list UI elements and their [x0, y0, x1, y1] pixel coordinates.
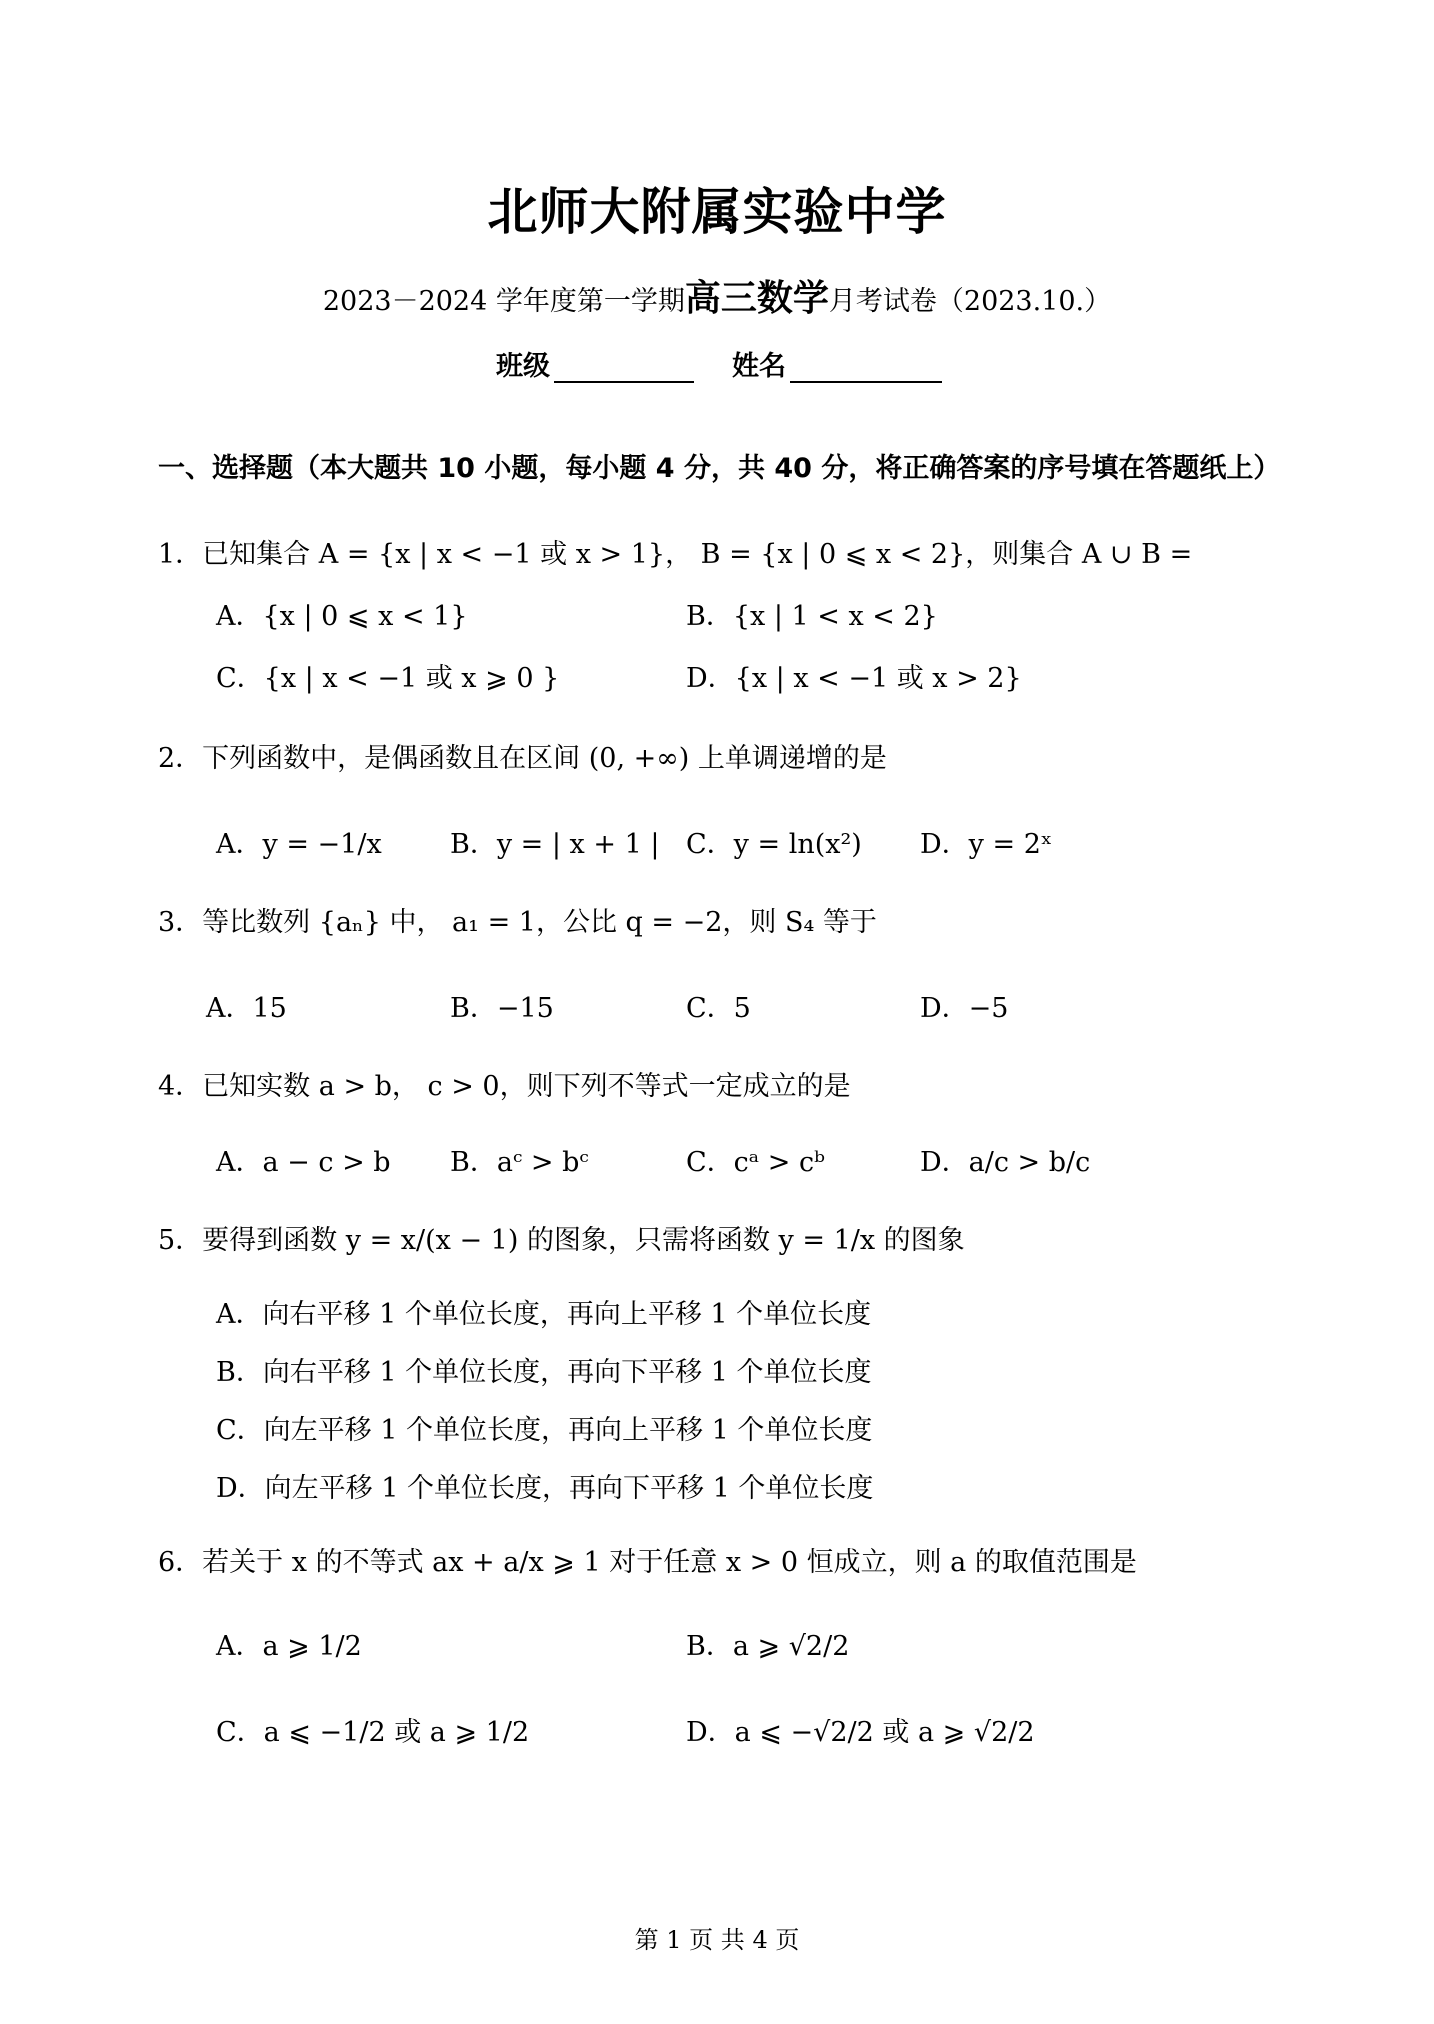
class-label: 班级 [496, 351, 550, 382]
question-6-option-c: C．a ⩽ −1/2 或 a ⩾ 1/2 [216, 1717, 530, 1748]
question-3-option-b: B．−15 [450, 993, 554, 1024]
question-5-stem: 5．要得到函数 y = x/(x − 1) 的图象，只需将函数 y = 1/x 的图象 [158, 1225, 965, 1256]
question-3-stem: 3．等比数列 {aₙ} 中， a₁ = 1，公比 q = −2，则 S₄ 等于 [158, 907, 877, 938]
question-1-option-b: B．{x | 1 < x < 2} [686, 601, 938, 632]
subtitle-suffix: 月考试卷（2023.10.） [828, 286, 1112, 317]
question-6-stem: 6．若关于 x 的不等式 ax + a/x ⩾ 1 对于任意 x > 0 恒成立，则 a 的取值范围是 [158, 1547, 1137, 1578]
question-3-option-a: A．15 [206, 993, 287, 1024]
page-number: 第 1 页 共 4 页 [634, 1926, 800, 1954]
question-1-stem: 1．已知集合 A = {x | x < −1 或 x > 1}， B = {x | 0 ⩽ x < 2}，则集合 A ∪ B = [158, 539, 1193, 570]
question-6-option-d: D．a ⩽ −√2/2 或 a ⩾ √2/2 [686, 1717, 1035, 1748]
subtitle-prefix: 2023－2024 学年度第一学期 [322, 286, 685, 317]
question-2-stem: 2．下列函数中，是偶函数且在区间 (0, +∞) 上单调递增的是 [158, 743, 887, 774]
question-2-option-d: D．y = 2ˣ [920, 829, 1053, 860]
question-4-stem: 4．已知实数 a > b， c > 0，则下列不等式一定成立的是 [158, 1071, 851, 1102]
question-4-option-d: D．a/c > b/c [920, 1147, 1091, 1178]
question-1-option-d: D．{x | x < −1 或 x > 2} [686, 663, 1022, 694]
question-6-option-a: A．a ⩾ 1/2 [216, 1631, 362, 1662]
name-blank [790, 353, 942, 383]
name-label: 姓名 [732, 351, 786, 382]
subtitle-subject: 高三数学 [684, 278, 829, 319]
question-5-option-c: C．向左平移 1 个单位长度，再向上平移 1 个单位长度 [216, 1415, 873, 1446]
section-heading: 一、选择题（本大题共 10 小题，每小题 4 分，共 40 分，将正确答案的序号填在答题纸上） [158, 453, 1281, 484]
school-title: 北师大附属实验中学 [487, 183, 947, 241]
question-4-option-c: C．cᵃ > cᵇ [686, 1147, 825, 1178]
question-2-option-c: C．y = ln(x²) [686, 829, 862, 860]
class-field [496, 344, 694, 383]
question-4-option-a: A．a − c > b [216, 1147, 391, 1178]
question-3-option-c: C．5 [686, 993, 751, 1024]
question-6-option-b: B．a ⩾ √2/2 [686, 1631, 850, 1662]
question-1-option-a: A．{x | 0 ⩽ x < 1} [216, 601, 468, 632]
question-2-option-a: A．y = −1/x [216, 829, 382, 860]
exam-subtitle [0, 270, 1434, 321]
question-4-option-b: B．aᶜ > bᶜ [450, 1147, 589, 1178]
question-2-option-b: B．y = | x + 1 | [450, 829, 660, 860]
question-1-option-c: C．{x | x < −1 或 x ⩾ 0 } [216, 663, 560, 694]
question-5-option-a: A．向右平移 1 个单位长度，再向上平移 1 个单位长度 [216, 1299, 872, 1330]
question-3-option-d: D．−5 [920, 993, 1009, 1024]
name-field [732, 344, 942, 383]
question-5-option-b: B．向右平移 1 个单位长度，再向下平移 1 个单位长度 [216, 1357, 872, 1388]
question-5-option-d: D．向左平移 1 个单位长度，再向下平移 1 个单位长度 [216, 1473, 874, 1504]
class-blank [554, 353, 694, 383]
